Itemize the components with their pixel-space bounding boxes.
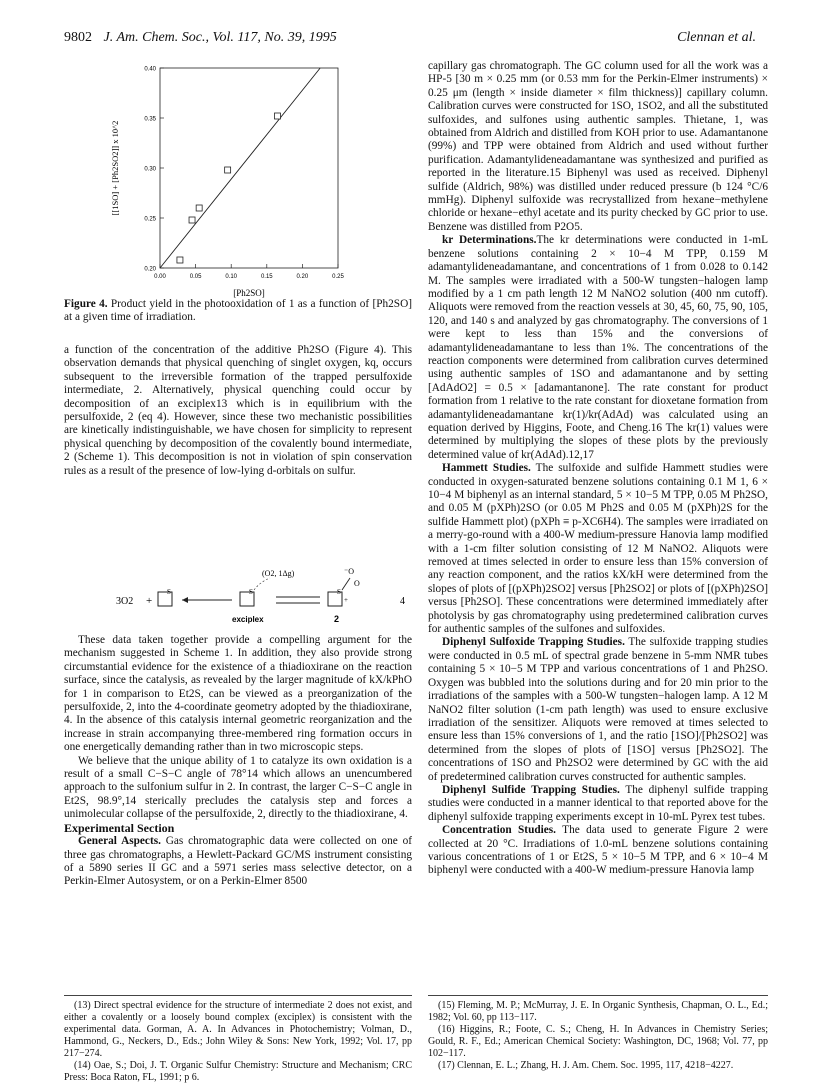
footnote-17: (17) Clennan, E. L.; Zhang, H. J. Am. Chem. Soc. 1995, 117, 4218−4227.	[438, 1060, 734, 1071]
data-point-marker	[189, 217, 195, 223]
left-para-1: a function of the concentration of the additive Ph2SO (Figure 4). This observation demands that physical quenching of singlet oxygen, kq, occurs subsequent to the irreversible formation of the trapped persulfoxide intermediate, 2. Alternatively, physical quenching could occur by decomposition of an exciplex13 which is in equilibrium with the persulfoxide, 2 (eq 4). However, since these two mechanistic possibilities are kinetically indistinguishable, we have chosen for simplicity to represent physical quenching by decomposition of the covalently bound intermediate, 2 (Scheme 1). This decomposition is not in violation of spin conservation rules as a result of the presence of low-lying d-orbitals on sulfur.	[64, 344, 412, 477]
kr-determinations-heading: kr Determinations.	[442, 234, 537, 247]
left-para-2: These data taken together provide a compelling argument for the mechanism suggested in Scheme 1. In addition, they also provide strong circumstantial evidence for the existence of a thiadioxirane on the reaction surface, since the catalysis, as revealed by the larger magnitude of kX/kPhO for 1 in comparison to Et2S, can be viewed as a preorganization of the persulfoxide, 2, into the 4-coordinate geometry adopted by the thiadioxirane, 4. In the absence of this catalysis internal geometric reorganization and the increase in strain accompanying three-membered ring formation occurs in one energetically demanding rather than in two microscopic steps.	[64, 634, 412, 754]
right-para-1: capillary gas chromatograph. The GC column used for all the work was a HP-5 [30 m × 0.25 mm (or 0.53 mm for the Perkin-Elmer instruments) × 0.25 μm (length × inside diameter × film thickness)] capillary column. Calibration curves were constructed for 1SO, 1SO2, and all the substituted sulfoxides, and sulfones using authentic samples. Thietane, 1, was obtained from Aldrich and distilled from KOH prior to use. Adamantanone (99%) and TPP were obtained from Aldrich and used without further purification. Adamantylideneadamantane was synthesized and purified as reported in the literature.15 Biphenyl was used as received. Diphenyl sulfide (Aldrich, 98%) was distilled under reduced pressure (b 124 °C/6 mmHg). Diphenyl sulfoxide was recrystallized from hexane−methylene chloride or hexane−ethyl acetate and its purity checked by GC prior to use. Benzene was distilled from P2O5.	[428, 60, 768, 233]
footnote-16: (16) Higgins, R.; Foote, C. S.; Cheng, H. In Advances in Chemistry Series; Gould, R. F., Ed.; American Chemical Society: Washington, DC, 1968; Vol. 77, pp 102−117.	[428, 1024, 768, 1059]
concentration-studies-heading: Concentration Studies.	[442, 824, 557, 837]
figure-caption	[64, 298, 412, 325]
left-column-lower	[64, 634, 412, 889]
y-tick-label: 0.20	[144, 266, 156, 273]
data-points	[177, 113, 281, 263]
x-tick-label: 0.05	[189, 274, 202, 280]
hammett-text: The sulfoxide and sulfide Hammett studies were conducted in oxygen-saturated benzene solutions containing 0.1 M 1, 6 × 10−4 M biphenyl as an internal standard, 5 × 10−5 M TPP, 0.05 M Ph2SO, and 0.05 M (pXPh)2SO (or 0.05 M Ph2S and 0.05 M (pXPh)2S for the sulfide Hammett plot) (pXPh ≡ p-XC6H4). The samples were irradiated on a merry-go-round with a 400-W medium-pressure Hanovia lamp modified with a 1-cm filter solution consisting of 12 M NaNO2. Aliquots were removed at times selected in order to ensure less than 15% conversion of any reaction component, and the ratios kX/kH were determined from the slopes of plots of [(pXPh)2SO2] versus [Ph2SO2] or plots of [(pXPh)2SO] versus [Ph2SO]. These concentrations were determined immediately after photolysis by gas chromatography using predetermined calibration curves for authentic samples of the sulfones and sulfoxides.	[428, 462, 768, 636]
svg-text:O: O	[354, 579, 360, 588]
footnote-15: (15) Fleming, M. P.; McMurray, J. E. In Organic Synthesis, Chapman, O. L., Ed.; 1982; Vol. 60, pp 113−117.	[428, 1000, 768, 1023]
fit-line	[160, 68, 320, 268]
svg-text:S: S	[337, 588, 341, 596]
x-tick-label: 0.25	[332, 274, 344, 280]
x-tick-label: 0.20	[296, 274, 309, 280]
y-tick-label: 0.35	[144, 116, 156, 123]
footnotes-left	[64, 1000, 412, 1084]
left-para-3: We believe that the unique ability of 1 to catalyze its own oxidation is a result of a small C−S−C angle of 78°14 which allows an unencumbered approach to the sulfonium sulfur in 2. In contrast, the larger C−S−C angle in Et2S, 98.9°,14 sterically precludes the catalysis step and forces a unimolecular collapse of the persulfoxide, 2, directly to the thiadioxirane, 4.	[64, 754, 412, 821]
footnote-rule-right	[428, 995, 768, 996]
x-axis-label: [Ph2SO]	[233, 288, 265, 298]
x-tick-label: 0.10	[225, 274, 238, 280]
y-tick-label: 0.25	[144, 216, 156, 223]
svg-text:S: S	[167, 588, 171, 596]
caption-text: Product yield in the photooxidation of 1 as a function of [Ph2SO] at a given time of irradiation.	[64, 298, 413, 324]
sulfoxide-trapping-text: The sulfoxide trapping studies were conducted in 0.5 mL of spectral grade benzene in 5-mm NMR tubes containing 5 × 10−5 M TPP and various concentrations of 1 and Ph2SO. Oxygen was bubbled into the solutions during and for 20 min prior to the irradiations of the samples with a 500-W tungsten−halogen lamp. A 12 M NaNO2 filter solution (1-cm path length) was used to ensure exclusive irradiation of the sensitizer. Aliquots were removed at times selected to ensure less than 15% conversions of 1, and the ratio [1SO]/[Ph2SO2] was determined from the slopes of plots of [1SO] versus [Ph2SO2]. The concentrations of 1SO and Ph2SO2 were determined by GC with the aid of predetermined calibration curves constructed for authentic samples.	[428, 636, 768, 783]
x-tick-label: 0.15	[260, 274, 273, 280]
sulfide-trapping-heading: Diphenyl Sulfide Trapping Studies.	[442, 783, 620, 796]
journal-citation: J. Am. Chem. Soc., Vol. 117, No. 39, 1995	[103, 30, 337, 45]
sulfoxide-trapping-heading: Diphenyl Sulfoxide Trapping Studies.	[442, 636, 625, 649]
exciplex-label: exciplex	[232, 615, 264, 624]
general-aspects-text: Gas chromatographic data were collected on one of three gas chromatographs, a Hewlett-Packard GC/MS instrument consisting of a 5890 series II GC and a 5971 series mass selective detector, on a Perkin-Elmer Autosystem, or on a Perkin-Elmer 8500	[64, 835, 413, 888]
y-tick-label: 0.40	[144, 66, 156, 73]
kr-determinations-para	[428, 234, 768, 462]
x-tick-label: 0.00	[154, 274, 166, 280]
y-tick-label: 0.30	[144, 166, 156, 173]
running-header	[64, 30, 756, 52]
footnotes-right	[428, 1000, 768, 1072]
svg-text:+: +	[344, 596, 348, 604]
persulfoxide-number: 2	[334, 614, 340, 624]
concentration-studies-text: The data used to generate Figure 2 were collected at 20 °C. Irradiations of 1.0-mL benzene solutions containing various concentrations of 1 or Et2S, 5 × 10−5 M TPP, and 6 × 10−4 M biphenyl were conducted with a 400-W medium-pressure Hanovia lamp	[428, 824, 768, 877]
hammett-heading: Hammett Studies.	[442, 462, 531, 475]
left-column-upper	[64, 344, 412, 478]
equation-number: 4	[400, 596, 405, 607]
data-point-marker	[196, 205, 202, 211]
footnote-rule-left	[64, 995, 412, 996]
general-aspects-heading: General Aspects.	[78, 835, 161, 848]
hammett-para	[428, 462, 768, 636]
footnote-14: (14) Oae, S.; Doi, J. T. Organic Sulfur Chemistry: Structure and Mechanism; CRC Press: Boca Raton, FL, 1991; p 6.	[64, 1060, 412, 1083]
equation-4-scheme	[64, 560, 412, 628]
sulfide-trapping-text: The diphenyl sulfide trapping studies were conducted in a manner identical to that reported above for the diphenyl sulfoxide trapping experiments except in 10-mL Pyrex test tubes.	[428, 783, 768, 823]
data-point-marker	[274, 113, 280, 119]
concentration-studies-para	[428, 824, 768, 878]
footnote-13: (13) Direct spectral evidence for the structure of intermediate 2 does not exist, and either a covalently or a loosely bound complex (exciplex) is consistent with the experimental data. Gorman, A. A. In Advances in Photochemistry; Volman, D., Hammond, G., Neckers, D., Eds.; John Wiley & Sons: New York, 1992; Vol. 17, pp 217−274.	[64, 1000, 412, 1059]
plot-frame	[160, 68, 338, 268]
caption-label: Figure 4.	[64, 298, 108, 310]
sulfoxide-trapping-para	[428, 636, 768, 783]
data-point-marker	[225, 167, 231, 173]
kr-determinations-text: The kr determinations were conducted in 1-mL benzene solutions containing 2 × 10−4 M TPP, 0.159 M adamantylideneadamantane, and concentrations of 1 from 0.028 to 0.142 M. The samples were irradiated with a 500-W tungsten−halogen lamp modified by a 1 cm path length 12 M NaNO2 solution (400 nm cutoff). Aliquots were removed from the reaction vessels at 30, 45, 60, 75, 90, 105, 120, and 140 s and analyzed by gas chromatography. The conversions of 1 were kept to less than 15% and the conversions of adamantylideneadamantane to less than 1%. The concentrations of the reaction components were determined from calibration curves determined using authentic samples of 1SO and adamantanone and by setting [AdAdO2] = 0.5 × [adamantanone]. The rate constant for product formation from 1 relative to the rate constant for dioxetane formation from adamantylideneadamantane kr(1)/kr(AdAd) was calculated using an equation derived by Higgins, Foote, and Cheng.16 The kr(1) values were determined by multiplying the slopes of these plots by the previously determined value of kr(AdAd).12,17	[428, 234, 768, 461]
general-aspects-para	[64, 835, 412, 889]
x-axis-ticks	[154, 264, 344, 280]
page-number: 9802	[64, 30, 92, 45]
y-axis-label: [[1SO] + [Ph2SO2]] x 10^2	[110, 120, 120, 216]
experimental-section-title: Experimental Section	[64, 820, 175, 835]
right-column	[428, 60, 768, 878]
y-axis-ticks	[144, 67, 164, 273]
data-point-marker	[177, 257, 183, 263]
svg-text:S: S	[249, 588, 253, 596]
sulfide-trapping-para	[428, 784, 768, 824]
exciplex-complex-label: (O2, 1Δg)	[262, 569, 295, 578]
svg-text:⁻O: ⁻O	[344, 567, 354, 576]
header-authors: Clennan et al.	[677, 30, 756, 45]
header-left	[64, 30, 337, 46]
svg-text:+: +	[146, 595, 153, 607]
figure-4-plot	[64, 60, 412, 298]
triplet-oxygen-label: 3O2	[116, 596, 134, 607]
figure-4	[64, 60, 412, 298]
